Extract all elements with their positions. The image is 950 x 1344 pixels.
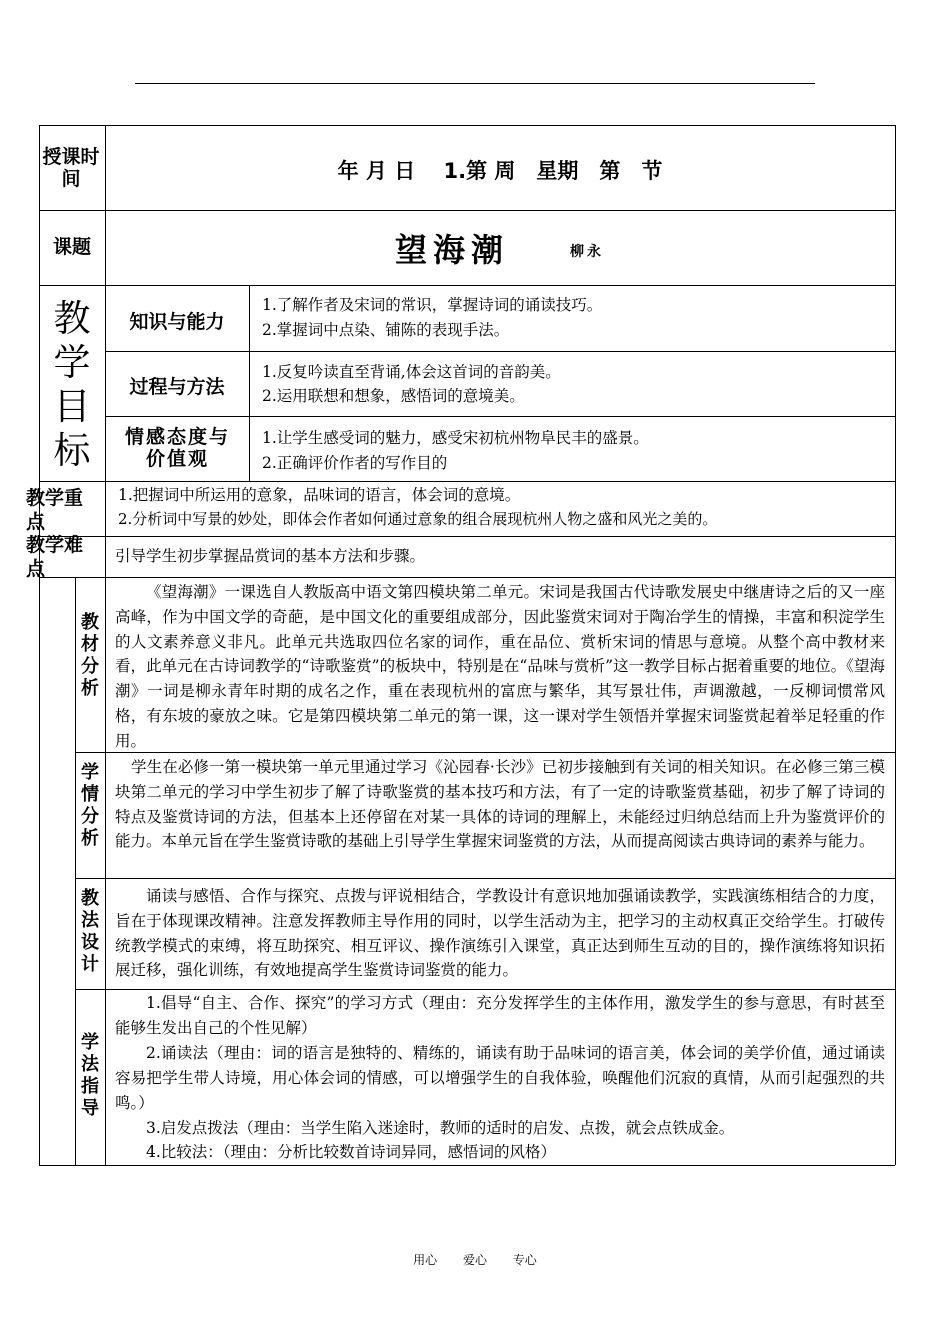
time-value: 年 月 日 1.第 周 星期 第 节 <box>337 159 663 183</box>
objective-emotion-line-2: 2.正确评价作者的写作目的 <box>262 454 448 472</box>
section-label-study: 学法指导 <box>81 1032 99 1119</box>
difficult-point-text: 引导学生初步掌握品赏词的基本方法和步骤。 <box>115 547 426 565</box>
table-border-left <box>39 125 40 1165</box>
page-footer: 用心 爱心 专心 <box>413 1253 537 1267</box>
row-divider <box>39 481 895 482</box>
section-study-paragraph: 4.比较法：（理由：分析比较数首诗词异同，感悟词的风格） <box>146 1143 557 1161</box>
section-study-paragraph: 2.诵读法（理由：词的语言是独特的、精练的，诵读有助于品味词的语言美，体会词的美学价值，通过诵读容易把学生带人诗境，用心体会词的情感，可以增强学生的自我体验，唤醒他们沉寂的真情，从而引起强烈的共鸣。） <box>115 1044 885 1112</box>
lesson-author: 柳永 <box>570 244 604 260</box>
key-point-line-1: 1.把握词中所运用的意象，品味词的语言，体会词的意境。 <box>118 486 521 504</box>
section-students-paragraph: 学生在必修一第一模块第一单元里通过学习《沁园春·长沙》已初步接触到有关词的相关知识。在必修三第三模块第二单元的学习中学生初步了解了诗歌鉴赏的基本技巧和方法，有了一定的诗歌鉴赏基础，初步了解了诗词的特点及鉴赏诗词的方法，但基本上还停留在对某一具体的诗词的理解上，未能经过归纳总结而上升为鉴赏评价的能力。本单元旨在学生鉴赏诗歌的基础上引导学生掌握宋词鉴赏的方法，从而提高阅读古典诗词的素养与能力。 <box>115 758 885 851</box>
objective-emotion-label: 情感态度与价值观 <box>125 426 231 470</box>
difficult-points-label: 教学难点 <box>26 534 84 580</box>
objective-knowledge-line-2: 2.掌握词中点染、铺陈的表现手法。 <box>262 321 510 339</box>
row-divider <box>105 351 895 352</box>
table-border-top <box>39 125 895 126</box>
key-point-line-2: 2.分析词中写景的妙处，即体会作者如何通过意象的组合展现杭州人物之盛和风光之美的。 <box>118 510 718 528</box>
key-points-label: 教学重点 <box>26 487 84 533</box>
label-column-divider <box>105 481 106 577</box>
section-label-textbook: 教材分析 <box>81 612 99 699</box>
objective-knowledge-line-1: 1.了解作者及宋词的常识，掌握诗词的诵读技巧。 <box>262 296 603 314</box>
objective-column-divider <box>249 285 250 481</box>
header-rule <box>135 83 815 84</box>
row-divider <box>75 878 895 879</box>
objective-process-label: 过程与方法 <box>129 376 225 398</box>
row-divider <box>39 285 895 286</box>
time-label: 授课时间 <box>42 146 100 190</box>
section-label-teaching: 教法设计 <box>81 888 99 975</box>
topic-label: 课题 <box>52 236 91 258</box>
table-border-bottom <box>39 1165 895 1166</box>
section-textbook-paragraph: 《望海潮》一课选自人教版高中语文第四模块第二单元。宋词是我国古代诗歌发展史中继唐诗之后的又一座高峰，作为中国文学的奇葩，是中国文化的重要组成部分，因此鉴赏宋词对于陶冶学生的情操，丰富和积淀学生的人文素养意义非凡。此单元共选取四位名家的词作，重在品位、赏析宋词的情思与意境。从整个高中教材来看，此单元在古诗词教学的“诗歌鉴赏”的板块中，特别是在“品味与赏析”这一教学目标占据着重要的地位。《望海潮》一词是柳永青年时期的成名之作，重在表现杭州的富庶与繁华，其写景壮伟，声调激越，一反柳词惯常风格，有东坡的豪放之味。它是第四模块第二单元的第一课，这一课对学生领悟并掌握宋词鉴赏起着举足轻重的作用。 <box>115 583 885 750</box>
row-divider <box>105 416 895 417</box>
objective-knowledge-label: 知识与能力 <box>129 311 225 333</box>
row-divider <box>75 989 895 990</box>
section-column-divider <box>105 577 106 1165</box>
row-divider <box>39 577 895 578</box>
section-study-paragraph: 3.启发点拨法（理由：当学生陷入迷途时，教师的适时的启发、点拨，就会点铁成金。 <box>146 1119 735 1137</box>
row-divider <box>39 536 895 537</box>
section-label-students: 学情分析 <box>81 762 99 849</box>
section-column-divider <box>75 577 76 1165</box>
objective-process-line-2: 2.运用联想和想象，感悟词的意境美。 <box>262 387 525 405</box>
lesson-title: 望海潮 <box>395 231 510 269</box>
row-divider <box>39 210 895 211</box>
objective-emotion-line-1: 1.让学生感受词的魅力，感受宋初杭州物阜民丰的盛景。 <box>262 429 649 447</box>
table-border-right <box>895 125 896 1165</box>
objective-process-line-1: 1.反复吟读直至背诵,体会这首词的音韵美。 <box>262 363 561 381</box>
section-teaching-paragraph: 诵读与感悟、合作与探究、点拨与评说相结合，学教设计有意识地加强诵读教学，实践演练相结合的力度，旨在于体现课改精神。注意发挥教师主导作用的同时，以学生活动为主，把学习的主动权真正交给学生。打破传统教学模式的束缚，将互助探究、相互评议、操作演练引入课堂，真正达到师生互动的目的，操作演练将知识拓展迁移，强化训练，有效地提高学生鉴赏诗词鉴赏的能力。 <box>115 887 885 980</box>
objectives-label: 教学目标 <box>53 297 91 472</box>
section-study-paragraph: 1.倡导“自主、合作、探究”的学习方式（理由：充分发挥学生的主体作用，激发学生的参与意思，有时甚至能够生发出自己的个性见解） <box>115 994 885 1037</box>
